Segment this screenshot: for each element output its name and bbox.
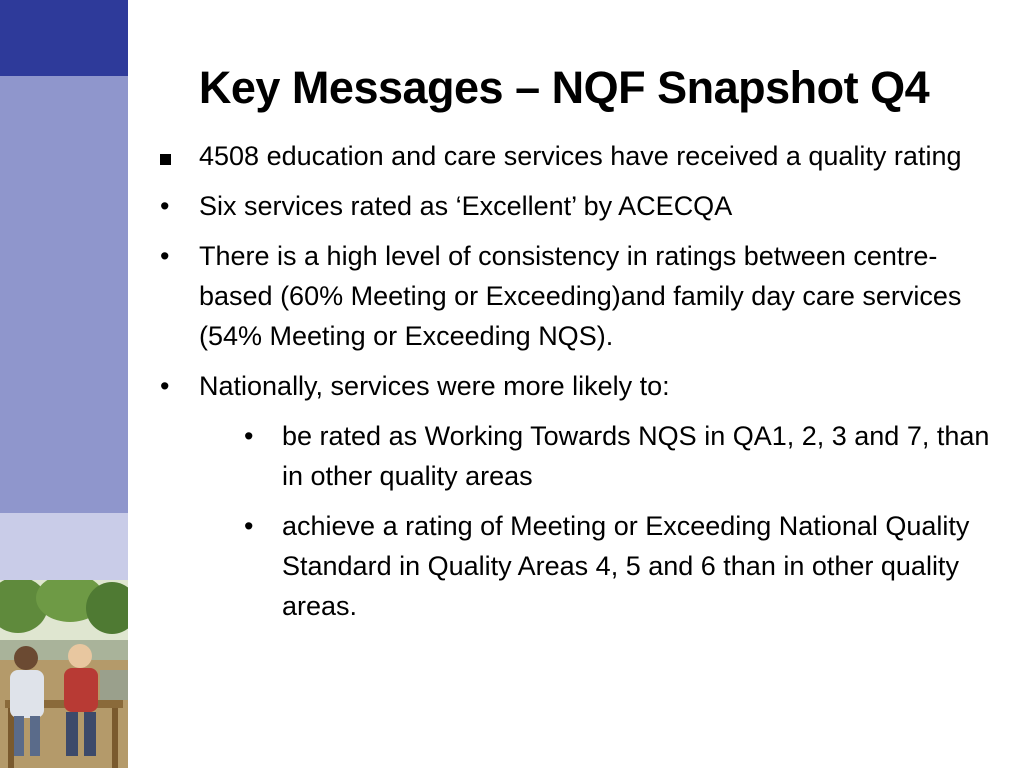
slide-title: Key Messages – NQF Snapshot Q4 <box>198 62 930 113</box>
sidebar-band-dark <box>0 0 128 76</box>
square-bullet-icon <box>160 136 184 176</box>
dot-bullet-icon: • <box>160 191 170 221</box>
bullet-text: Nationally, services were more likely to: <box>199 371 670 401</box>
children-photo <box>0 580 128 768</box>
dot-bullet-icon: • <box>160 371 170 401</box>
bullet-item <box>160 186 990 226</box>
sub-bullet-item <box>244 506 990 626</box>
bullet-text: Six services rated as ‘Excellent’ by ACECQA <box>199 191 733 221</box>
dot-bullet-icon: • <box>244 511 254 541</box>
bullet-item <box>160 236 990 356</box>
bullet-item <box>160 136 990 176</box>
sidebar-decoration <box>0 0 128 768</box>
sidebar-band-mid <box>0 76 128 513</box>
sidebar-band-light <box>0 513 128 580</box>
bullet-text: 4508 education and care services have received a quality rating <box>199 141 962 171</box>
bullet-text: There is a high level of consistency in ratings between centre-based (60% Meeting or Exceeding)and family day care services (54% Meeting or Exceeding NQS). <box>199 241 962 351</box>
bullet-list <box>160 136 990 636</box>
bullet-text: be rated as Working Towards NQS in QA1, 2, 3 and 7, than in other quality areas <box>282 421 990 491</box>
bullet-text: achieve a rating of Meeting or Exceeding National Quality Standard in Quality Areas 4, 5 and 6 than in other quality areas. <box>282 511 970 621</box>
sub-bullet-item <box>244 416 990 496</box>
dot-bullet-icon: • <box>160 241 170 271</box>
dot-bullet-icon: • <box>244 421 254 451</box>
bullet-item <box>160 366 990 406</box>
